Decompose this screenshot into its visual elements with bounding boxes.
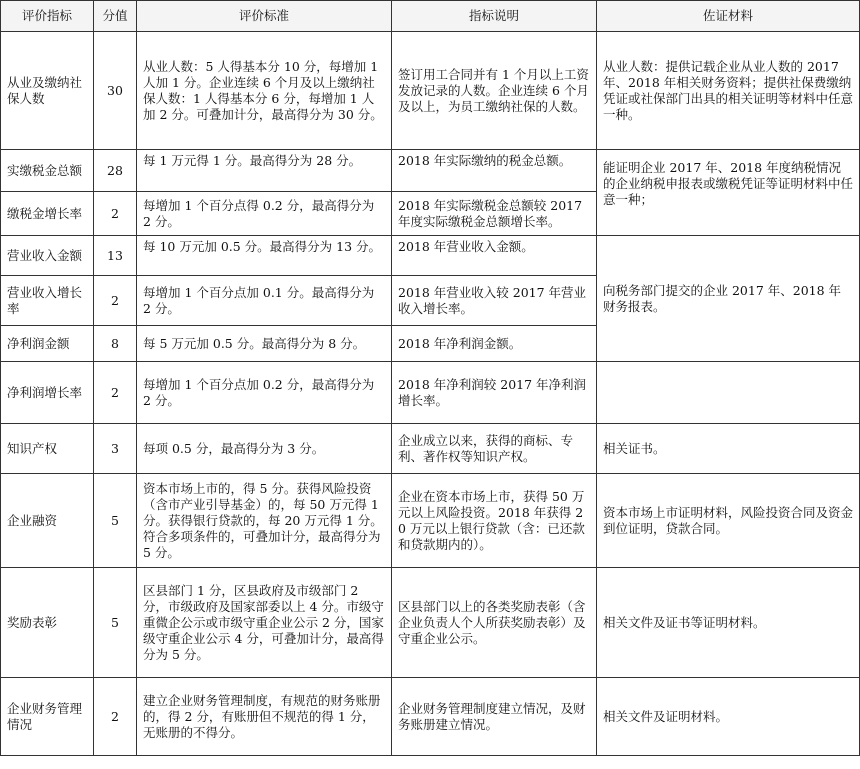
indicator-cell: 净利润金额 [1,326,94,362]
note-cell: 2018 年实际缴税金总额较 2017 年度实际缴税金总额增长率。 [392,192,597,236]
indicator-cell: 营业收入增长率 [1,276,94,326]
indicator-cell: 企业融资 [1,474,94,568]
header-evidence: 佐证材料 [597,1,860,32]
table-row [1,150,860,192]
standard-cell: 建立企业财务管理制度，有规范的财务账册的，得 2 分，有账册但不规范的得 1 分，无账册的不得分。 [137,678,392,756]
indicator-cell: 知识产权 [1,424,94,474]
score-cell: 8 [94,326,137,362]
standard-cell: 每增加 1 个百分点得 0.2 分，最高得分为 2 分。 [137,192,392,236]
score-cell: 5 [94,474,137,568]
evidence-cell: 从业人数：提供记载企业从业人数的 2017 年、2018 年相关财务资料；提供社保费缴纳凭证或社保部门出具的相关证明等材料中任意一种。 [597,32,860,150]
evidence-cell: 相关证书。 [597,424,860,474]
standard-cell: 每项 0.5 分，最高得分为 3 分。 [137,424,392,474]
note-cell: 企业成立以来，获得的商标、专利、著作权等知识产权。 [392,424,597,474]
table-row [1,424,860,474]
header-indicator: 评价指标 [1,1,94,32]
note-cell: 2018 年营业收入较 2017 年营业收入增长率。 [392,276,597,326]
standard-cell: 从业人数：5 人得基本分 10 分，每增加 1 人加 1 分。企业连续 6 个月及以上缴纳社保人数：1 人得基本分 6 分，每增加 1 人加 2 分。可叠加计分，最高得分为 30 分。 [137,32,392,150]
header-score: 分值 [94,1,137,32]
table-row [1,568,860,678]
note-cell: 签订用工合同并有 1 个月以上工资发放记录的人数。企业连续 6 个月及以上，为员工缴纳社保的人数。 [392,32,597,150]
table-row [1,236,860,276]
table-row [1,362,860,424]
indicator-cell: 营业收入金额 [1,236,94,276]
standard-cell: 每增加 1 个百分点加 0.2 分，最高得分为 2 分。 [137,362,392,424]
indicator-cell: 净利润增长率 [1,362,94,424]
score-cell: 2 [94,678,137,756]
evidence-cell: 相关文件及证书等证明材料。 [597,568,860,678]
evidence-cell: 能证明企业 2017 年、2018 年度纳税情况的企业纳税申报表或缴税凭证等证明材料中任意一种； [597,150,860,236]
indicator-cell: 缴税金增长率 [1,192,94,236]
evidence-cell: 资本市场上市证明材料，风险投资合同及资金到位证明，贷款合同。 [597,474,860,568]
score-cell: 13 [94,236,137,276]
header-standard: 评价标准 [137,1,392,32]
table-row [1,474,860,568]
score-cell: 5 [94,568,137,678]
score-cell: 3 [94,424,137,474]
standard-cell: 区县部门 1 分，区县政府及市级部门 2 分，市级政府及国家部委以上 4 分。市级守重微企公示或市级守重企业公示 2 分，国家级守重企业公示 4 分，可叠加计分，最高得分为 5 分。 [137,568,392,678]
standard-cell: 每 1 万元得 1 分。最高得分为 28 分。 [137,150,392,192]
standard-cell: 每增加 1 个百分点加 0.1 分。最高得分为 2 分。 [137,276,392,326]
evidence-cell-empty [597,362,860,424]
note-cell: 2018 年净利润金额。 [392,326,597,362]
score-cell: 30 [94,32,137,150]
note-cell: 区县部门以上的各类奖励表彰（含企业负责人个人所获奖励表彰）及守重企业公示。 [392,568,597,678]
score-cell: 2 [94,362,137,424]
standard-cell: 资本市场上市的，得 5 分。获得风险投资（含市产业引导基金）的，每 50 万元得 1 分。获得银行贷款的，每 20 万元得 1 分。符合多项条件的，可叠加计分，最高得分为 5 分。 [137,474,392,568]
score-cell: 28 [94,150,137,192]
indicator-cell: 实缴税金总额 [1,150,94,192]
header-row [1,1,860,32]
standard-cell: 每 10 万元加 0.5 分。最高得分为 13 分。 [137,236,392,276]
score-cell: 2 [94,192,137,236]
header-note: 指标说明 [392,1,597,32]
indicator-cell: 从业及缴纳社保人数 [1,32,94,150]
note-cell: 企业财务管理制度建立情况，及财务账册建立情况。 [392,678,597,756]
note-cell: 企业在资本市场上市，获得 50 万元以上风险投资。2018 年获得 20 万元以上银行贷款（含：已还款和贷款期内的）。 [392,474,597,568]
table-row [1,32,860,150]
note-cell: 2018 年净利润较 2017 年净利润增长率。 [392,362,597,424]
note-cell: 2018 年实际缴纳的税金总额。 [392,150,597,192]
evidence-cell: 向税务部门提交的企业 2017 年、2018 年财务报表。 [597,236,860,362]
evidence-cell: 相关文件及证明材料。 [597,678,860,756]
table-row [1,678,860,756]
indicator-cell: 奖励表彰 [1,568,94,678]
note-cell: 2018 年营业收入金额。 [392,236,597,276]
score-cell: 2 [94,276,137,326]
indicator-cell: 企业财务管理情况 [1,678,94,756]
standard-cell: 每 5 万元加 0.5 分。最高得分为 8 分。 [137,326,392,362]
